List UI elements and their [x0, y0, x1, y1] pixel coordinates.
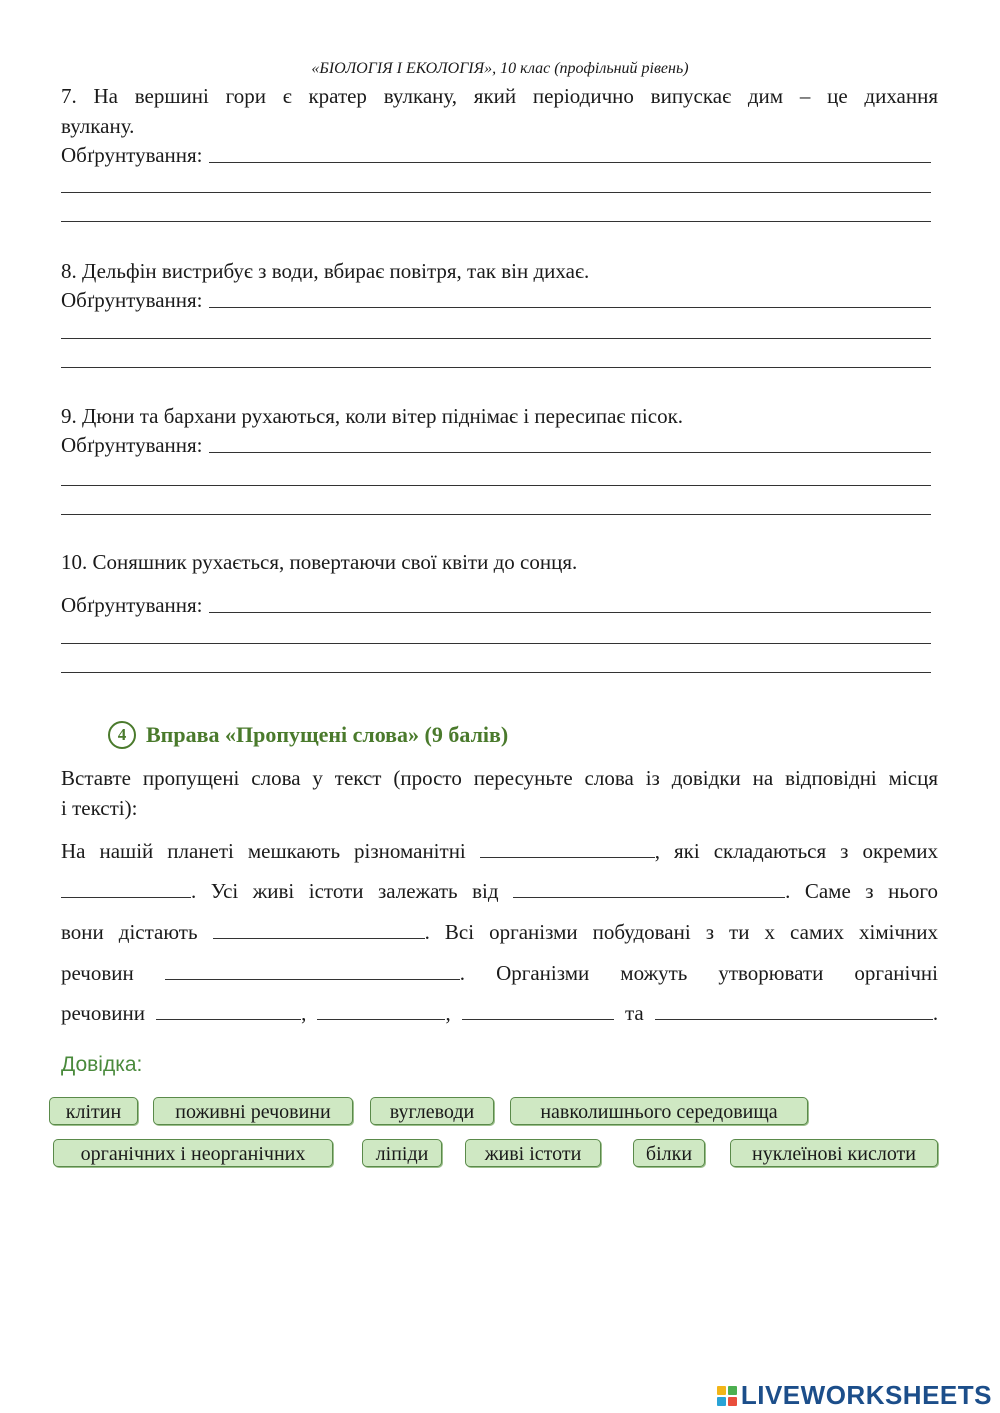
text-fragment: . Організми можуть утворювати органічні	[459, 961, 938, 985]
justification-label: Обґрунтування:	[61, 433, 203, 457]
text-fragment: речовини	[61, 1001, 145, 1025]
text-fragment: .	[932, 1001, 939, 1025]
answer-blank[interactable]	[209, 432, 931, 453]
text-fragment: та	[624, 1001, 644, 1025]
drop-slot-2[interactable]	[61, 879, 191, 898]
text-fragment: На нашій планеті мешкають різноманітні	[61, 839, 466, 863]
logo-block	[717, 1397, 726, 1406]
question-10-justification[interactable]	[61, 592, 931, 618]
question-7-text-cont: вулкану.	[61, 114, 135, 138]
answer-line[interactable]	[61, 672, 931, 673]
exercise-instruction: Вставте пропущені слова у текст (просто пересуньте слова із довідки на відповідні місця	[61, 766, 938, 790]
logo-block	[728, 1397, 737, 1406]
exercise-title	[108, 721, 508, 749]
word-chip[interactable]: органічних і неорганічних	[53, 1139, 333, 1167]
fill-text-line-2	[61, 878, 938, 904]
answer-line[interactable]	[61, 514, 931, 515]
justification-label: Обґрунтування:	[61, 593, 203, 617]
text-fragment: ,	[301, 1001, 307, 1025]
answer-line[interactable]	[61, 192, 931, 193]
question-7-justification[interactable]	[61, 142, 931, 168]
answer-line[interactable]	[61, 338, 931, 339]
word-chip[interactable]: клітин	[49, 1097, 138, 1125]
fill-text-line-1	[61, 838, 938, 864]
fill-text-line-4	[61, 960, 938, 986]
word-chip[interactable]: навколишнього середовища	[510, 1097, 808, 1125]
text-fragment: . Всі організми побудовані з ти х самих хімічних	[424, 920, 939, 944]
logo-block	[728, 1386, 737, 1395]
word-chip[interactable]: ліпіди	[362, 1139, 442, 1167]
logo-text: LIVEWORKSHEETS	[740, 1380, 992, 1410]
text-fragment: . Усі живі істоти залежать від	[191, 879, 499, 903]
logo-blocks-icon	[717, 1386, 737, 1406]
logo-block	[717, 1386, 726, 1395]
question-9-text: 9. Дюни та бархани рухаються, коли вітер піднімає і пересипає пісок.	[61, 404, 684, 428]
fill-text-line-3	[61, 919, 938, 945]
exercise-title-text: Вправа «Пропущені слова» (9 балів)	[146, 722, 509, 747]
drop-slot-5[interactable]	[165, 961, 460, 980]
answer-line[interactable]	[61, 221, 931, 222]
answer-line[interactable]	[61, 367, 931, 368]
answer-line[interactable]	[61, 643, 931, 644]
drop-slot-4[interactable]	[213, 920, 425, 939]
question-7-text: 7. На вершині гори є кратер вулкану, який періодично випускає дим – це дихання	[61, 84, 938, 108]
text-fragment: вони дістають	[61, 920, 198, 944]
answer-line[interactable]	[61, 485, 931, 486]
question-8-justification[interactable]	[61, 287, 931, 313]
answer-blank[interactable]	[209, 287, 931, 308]
text-fragment: , які складаються з окремих	[654, 839, 938, 863]
text-fragment: . Саме з нього	[785, 879, 939, 903]
liveworksheets-logo	[717, 1380, 992, 1411]
word-chip[interactable]: вуглеводи	[370, 1097, 494, 1125]
word-chip[interactable]: поживні речовини	[153, 1097, 353, 1125]
answer-blank[interactable]	[209, 142, 931, 163]
hint-label: Довідка:	[61, 1053, 143, 1076]
text-fragment: ,	[445, 1001, 451, 1025]
page-header: «БІОЛОГІЯ І ЕКОЛОГІЯ», 10 клас (профільний рівень)	[311, 60, 689, 77]
text-fragment: речовин	[61, 961, 134, 985]
question-10-text: 10. Соняшник рухається, повертаючи свої квіти до сонця.	[61, 550, 578, 574]
question-9-justification[interactable]	[61, 432, 931, 458]
drop-slot-3[interactable]	[513, 879, 785, 898]
drop-slot-9[interactable]	[655, 1001, 933, 1020]
word-chip[interactable]: білки	[633, 1139, 705, 1167]
fill-text-line-5	[61, 1000, 938, 1026]
drop-slot-8[interactable]	[462, 1001, 614, 1020]
question-8-text: 8. Дельфін вистрибує з води, вбирає повітря, так він дихає.	[61, 259, 590, 283]
drop-slot-7[interactable]	[317, 1001, 445, 1020]
justification-label: Обґрунтування:	[61, 288, 203, 312]
word-chip[interactable]: живі істоти	[465, 1139, 601, 1167]
exercise-number-badge: 4	[108, 721, 136, 749]
drop-slot-6[interactable]	[156, 1001, 301, 1020]
justification-label: Обґрунтування:	[61, 143, 203, 167]
word-chip[interactable]: нуклеїнові кислоти	[730, 1139, 938, 1167]
exercise-instruction-cont: і тексті):	[61, 796, 138, 820]
drop-slot-1[interactable]	[480, 839, 655, 858]
answer-blank[interactable]	[209, 592, 931, 613]
